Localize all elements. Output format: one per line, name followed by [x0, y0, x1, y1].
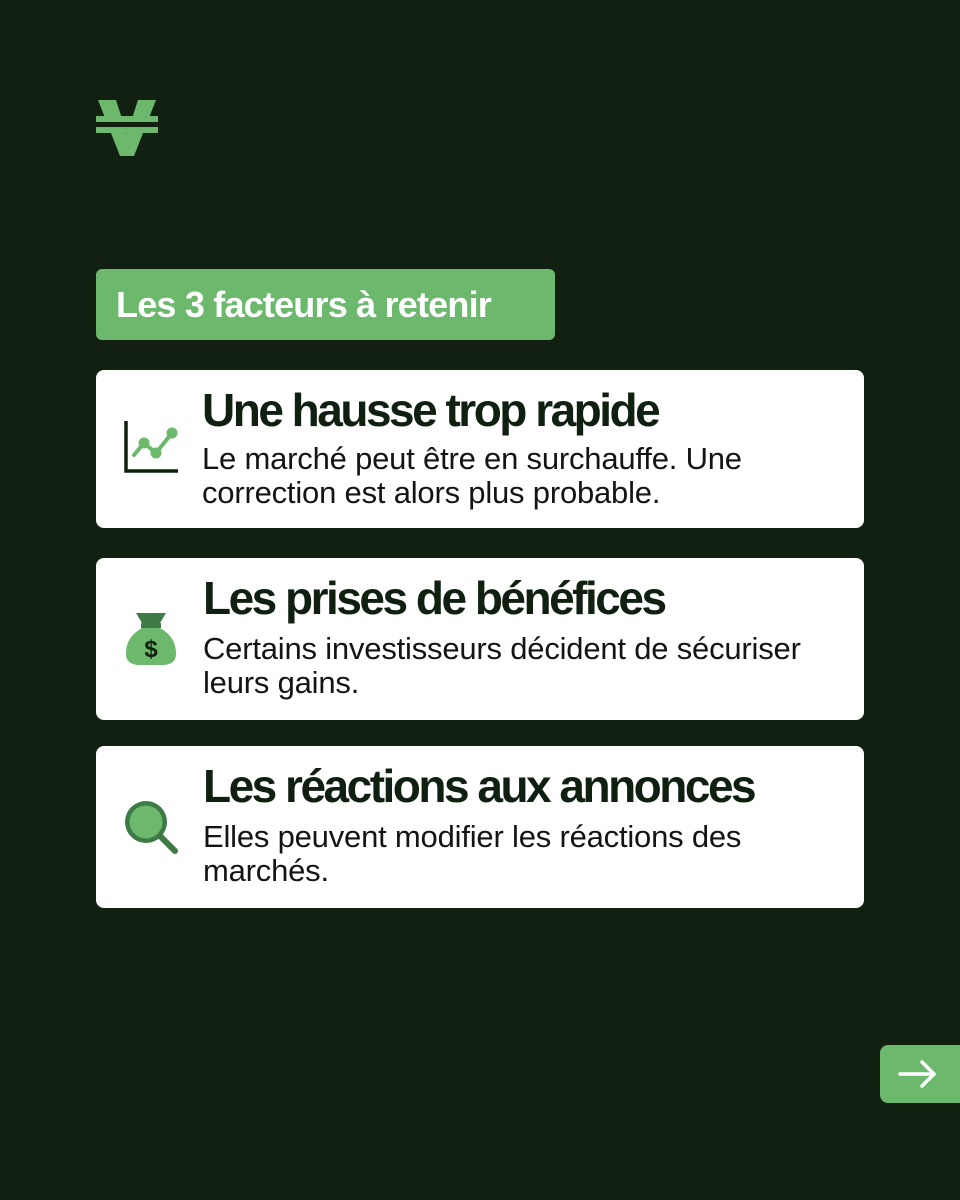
card-description: Certains investisseurs décident de sécuriser leurs gains. [203, 631, 801, 700]
factor-card-profit-taking [96, 558, 864, 720]
card-title: Une hausse trop rapide [202, 384, 659, 436]
card-title: Les prises de bénéfices [203, 572, 665, 624]
svg-text:$: $ [144, 636, 158, 663]
card-description: Le marché peut être en surchauffe. Une correction est alors plus probable. [202, 441, 742, 510]
card-description: Elles peuvent modifier les réactions des marchés. [203, 819, 742, 888]
money-bag-icon [122, 610, 180, 668]
brand-logo [94, 94, 160, 160]
section-badge: Les 3 facteurs à retenir [96, 269, 555, 340]
factor-card-rapid-rise [96, 370, 864, 528]
magnifier-icon [122, 798, 180, 856]
v-currency-logo-icon [94, 94, 160, 160]
factor-card-announcements [96, 746, 864, 908]
arrow-right-icon [898, 1059, 938, 1089]
chart-trend-icon [122, 419, 180, 477]
next-button[interactable] [880, 1045, 960, 1103]
card-title: Les réactions aux annonces [203, 760, 755, 812]
